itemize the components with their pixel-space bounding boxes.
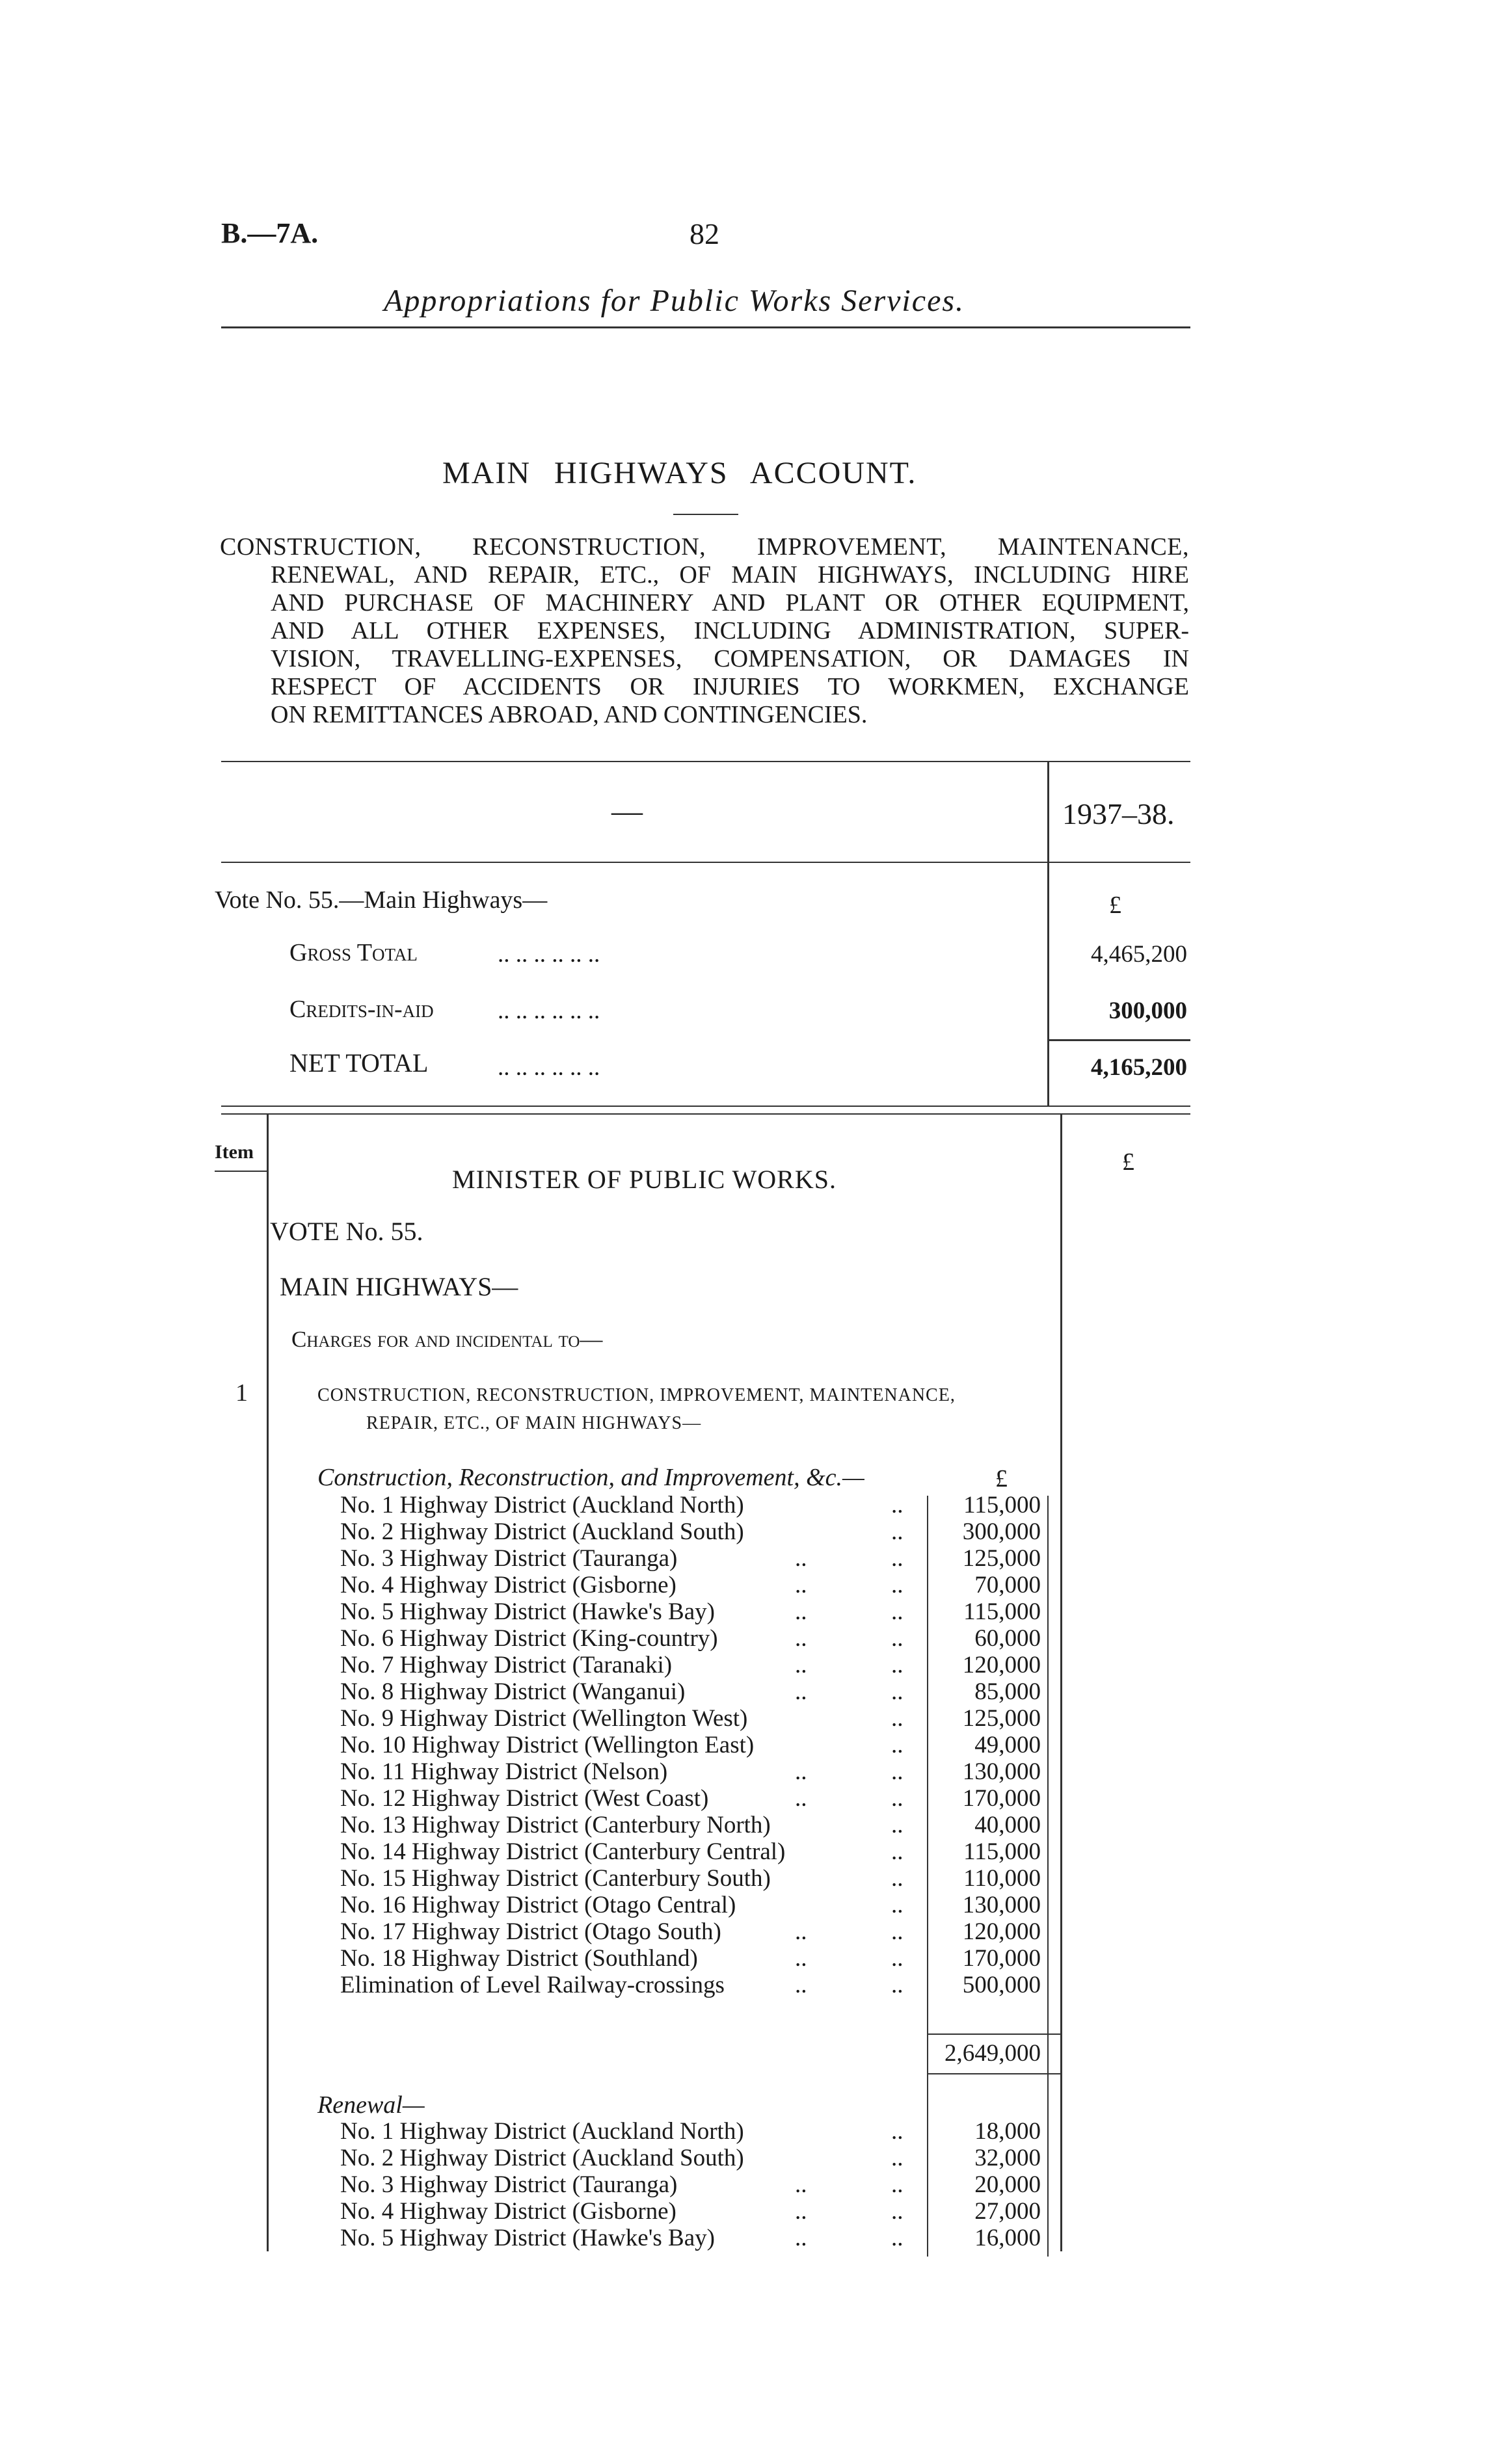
leader-dots: .. xyxy=(891,2118,904,2145)
summary-currency: £ xyxy=(1109,892,1121,919)
district-label: No. 6 Highway District (King-country) xyxy=(340,1625,718,1652)
leader-dots: .. xyxy=(891,2225,904,2251)
summary-bottom-rule-1 xyxy=(221,1106,1190,1107)
district-value: 16,000 xyxy=(974,2225,1041,2251)
district-label: No. 13 Highway District (Canterbury North) xyxy=(340,1812,771,1838)
leader-dots: .. xyxy=(891,1865,904,1892)
running-title: Appropriations for Public Works Services. xyxy=(384,284,965,318)
leader-dots: .. xyxy=(891,1598,904,1625)
district-value: 120,000 xyxy=(962,1918,1041,1945)
subtotal-column-rule xyxy=(927,1496,928,2257)
summary-top-rule xyxy=(221,761,1190,762)
district-value: 170,000 xyxy=(962,1785,1041,1812)
leader-dots: .. xyxy=(891,1492,904,1518)
district-value: 27,000 xyxy=(974,2198,1041,2225)
summary-year: 1937–38. xyxy=(1062,797,1175,830)
district-value: 110,000 xyxy=(963,1865,1041,1892)
district-label: No. 16 Highway District (Otago Central) xyxy=(340,1892,736,1918)
leader-dots: .. xyxy=(891,1545,904,1572)
district-label: No. 9 Highway District (Wellington West) xyxy=(340,1705,748,1732)
district-value: 40,000 xyxy=(974,1812,1041,1838)
district-label: No. 8 Highway District (Wanganui) xyxy=(340,1678,686,1705)
leader-dots: .. xyxy=(795,2198,807,2225)
header-rule xyxy=(221,326,1190,328)
district-label: No. 5 Highway District (Hawke's Bay) xyxy=(340,1598,715,1625)
leader-dots: .. xyxy=(795,1678,807,1705)
detail-currency: £ xyxy=(1122,1148,1134,1176)
district-value: 85,000 xyxy=(974,1678,1041,1705)
item-column-rule xyxy=(267,1113,269,2251)
leader-dots: .. xyxy=(795,1785,807,1812)
district-value: 115,000 xyxy=(963,1838,1041,1865)
credits-in-aid-value: 300,000 xyxy=(1108,998,1187,1024)
leader-dots: .. xyxy=(891,1732,904,1758)
district-value: 115,000 xyxy=(963,1492,1041,1518)
summary-bottom-rule-2 xyxy=(221,1113,1190,1115)
leader-dots: .. xyxy=(891,2145,904,2171)
net-total-label: NET TOTAL xyxy=(289,1048,429,1078)
page-number: 82 xyxy=(690,217,719,250)
item-heading-line-1: CONSTRUCTION, RECONSTRUCTION, IMPROVEMENT, MAINTENANCE, xyxy=(317,1385,956,1405)
district-value: 70,000 xyxy=(974,1572,1041,1598)
leader-dots: .. xyxy=(795,1545,807,1572)
district-label: No. 10 Highway District (Wellington East) xyxy=(340,1732,755,1758)
district-label: No. 4 Highway District (Gisborne) xyxy=(340,2198,677,2225)
district-value: 130,000 xyxy=(962,1758,1041,1785)
description-line-1: CONSTRUCTION, RECONSTRUCTION, IMPROVEMENT, MAINTENANCE, xyxy=(220,533,1189,561)
leader-dots: .. xyxy=(891,1918,904,1945)
district-label: No. 2 Highway District (Auckland South) xyxy=(340,1518,744,1545)
leader-dots: .. xyxy=(891,1945,904,1972)
leader-dots: .. xyxy=(795,2171,807,2198)
leader-dots: .. xyxy=(795,1758,807,1785)
amount-column-rule xyxy=(1060,1113,1062,2251)
credits-in-aid-dots: .. .. .. .. .. .. xyxy=(498,998,600,1024)
leader-dots: .. xyxy=(891,1972,904,1998)
district-label: No. 12 Highway District (West Coast) xyxy=(340,1785,709,1812)
district-label: No. 7 Highway District (Taranaki) xyxy=(340,1652,673,1678)
district-label: No. 11 Highway District (Nelson) xyxy=(340,1758,668,1785)
district-label: Elimination of Level Railway-crossings xyxy=(340,1972,725,1998)
leader-dots: .. xyxy=(891,1518,904,1545)
district-value: 170,000 xyxy=(962,1945,1041,1972)
subtotal-bottom-rule xyxy=(927,2073,1060,2074)
gross-total-label: Gross Total xyxy=(289,939,418,966)
net-total-dots: .. .. .. .. .. .. xyxy=(498,1054,600,1081)
district-value: 20,000 xyxy=(974,2171,1041,2198)
summary-header-rule xyxy=(221,862,1190,863)
district-value: 60,000 xyxy=(974,1625,1041,1652)
net-total-value: 4,165,200 xyxy=(1091,1054,1187,1081)
leader-dots: .. xyxy=(891,1812,904,1838)
gross-total-dots: .. .. .. .. .. .. xyxy=(498,941,600,968)
credits-rule xyxy=(1047,1039,1190,1041)
leader-dots: .. xyxy=(795,2225,807,2251)
leader-dots: .. xyxy=(795,1972,807,1998)
construction-subtotal: 2,649,000 xyxy=(944,2040,1041,2067)
construction-currency: £ xyxy=(995,1465,1008,1492)
account-description xyxy=(220,533,1189,729)
description-line: RENEWAL, AND REPAIR, ETC., OF MAIN HIGHWAYS, INCLUDING HIRE xyxy=(271,561,1189,589)
item-header: Item xyxy=(215,1141,254,1163)
district-label: No. 5 Highway District (Hawke's Bay) xyxy=(340,2225,715,2251)
description-line: RESPECT OF ACCIDENTS OR INJURIES TO WORKMEN, EXCHANGE xyxy=(271,673,1189,700)
item-header-rule xyxy=(215,1171,267,1172)
district-label: No. 1 Highway District (Auckland North) xyxy=(340,2118,744,2145)
construction-heading: Construction, Reconstruction, and Improvement, &c.— xyxy=(317,1464,864,1491)
district-value: 500,000 xyxy=(962,1972,1041,1998)
description-line: AND PURCHASE OF MACHINERY AND PLANT OR OTHER EQUIPMENT, xyxy=(271,589,1189,616)
item-heading-line-2: REPAIR, ETC., OF MAIN HIGHWAYS— xyxy=(366,1413,702,1433)
summary-dash: — xyxy=(611,794,643,828)
account-title: MAIN HIGHWAYS ACCOUNT. xyxy=(442,456,917,490)
item-number: 1 xyxy=(235,1379,248,1407)
district-value: 49,000 xyxy=(974,1732,1041,1758)
main-highways-heading: MAIN HIGHWAYS— xyxy=(280,1272,518,1301)
leader-dots: .. xyxy=(891,1838,904,1865)
description-rest xyxy=(220,561,1189,729)
district-value: 18,000 xyxy=(974,2118,1041,2145)
district-label: No. 15 Highway District (Canterbury South) xyxy=(340,1865,771,1892)
document-reference: B.—7A. xyxy=(221,217,319,249)
district-value: 125,000 xyxy=(962,1705,1041,1732)
value-right-rule xyxy=(1047,1496,1049,2257)
minister-heading: MINISTER OF PUBLIC WORKS. xyxy=(452,1165,837,1194)
leader-dots: .. xyxy=(891,1678,904,1705)
leader-dots: .. xyxy=(795,1918,807,1945)
leader-dots: .. xyxy=(891,1705,904,1732)
description-line: ON REMITTANCES ABROAD, AND CONTINGENCIES. xyxy=(271,701,868,728)
district-label: No. 2 Highway District (Auckland South) xyxy=(340,2145,744,2171)
leader-dots: .. xyxy=(795,1945,807,1972)
district-label: No. 14 Highway District (Canterbury Central) xyxy=(340,1838,786,1865)
leader-dots: .. xyxy=(891,1785,904,1812)
description-line: AND ALL OTHER EXPENSES, INCLUDING ADMINISTRATION, SUPER- xyxy=(271,617,1189,644)
district-label: No. 4 Highway District (Gisborne) xyxy=(340,1572,677,1598)
vote-label: Vote No. 55.—Main Highways— xyxy=(215,886,548,914)
leader-dots: .. xyxy=(795,1625,807,1652)
leader-dots: .. xyxy=(795,1572,807,1598)
leader-dots: .. xyxy=(891,1652,904,1678)
title-rule xyxy=(673,514,738,515)
district-value: 125,000 xyxy=(962,1545,1041,1572)
leader-dots: .. xyxy=(891,1625,904,1652)
vote-heading: VOTE No. 55. xyxy=(270,1217,423,1246)
description-line: VISION, TRAVELLING-EXPENSES, COMPENSATION, OR DAMAGES IN xyxy=(271,645,1189,672)
leader-dots: .. xyxy=(891,2198,904,2225)
credits-in-aid-label: Credits-in-aid xyxy=(289,996,434,1023)
charges-heading: Charges for and incidental to— xyxy=(291,1327,603,1352)
leader-dots: .. xyxy=(891,1572,904,1598)
renewal-heading: Renewal— xyxy=(317,2091,425,2119)
district-value: 300,000 xyxy=(962,1518,1041,1545)
leader-dots: .. xyxy=(891,2171,904,2198)
leader-dots: .. xyxy=(891,1758,904,1785)
district-value: 120,000 xyxy=(962,1652,1041,1678)
district-value: 130,000 xyxy=(962,1892,1041,1918)
subtotal-top-rule xyxy=(927,2033,1060,2035)
summary-column-rule xyxy=(1047,761,1049,1106)
district-value: 115,000 xyxy=(963,1598,1041,1625)
district-label: No. 17 Highway District (Otago South) xyxy=(340,1918,721,1945)
district-label: No. 3 Highway District (Tauranga) xyxy=(340,2171,678,2198)
leader-dots: .. xyxy=(795,1652,807,1678)
gross-total-value: 4,465,200 xyxy=(1091,941,1187,968)
district-value: 32,000 xyxy=(974,2145,1041,2171)
district-label: No. 3 Highway District (Tauranga) xyxy=(340,1545,678,1572)
leader-dots: .. xyxy=(795,1598,807,1625)
district-label: No. 18 Highway District (Southland) xyxy=(340,1945,698,1972)
district-label: No. 1 Highway District (Auckland North) xyxy=(340,1492,744,1518)
leader-dots: .. xyxy=(891,1892,904,1918)
